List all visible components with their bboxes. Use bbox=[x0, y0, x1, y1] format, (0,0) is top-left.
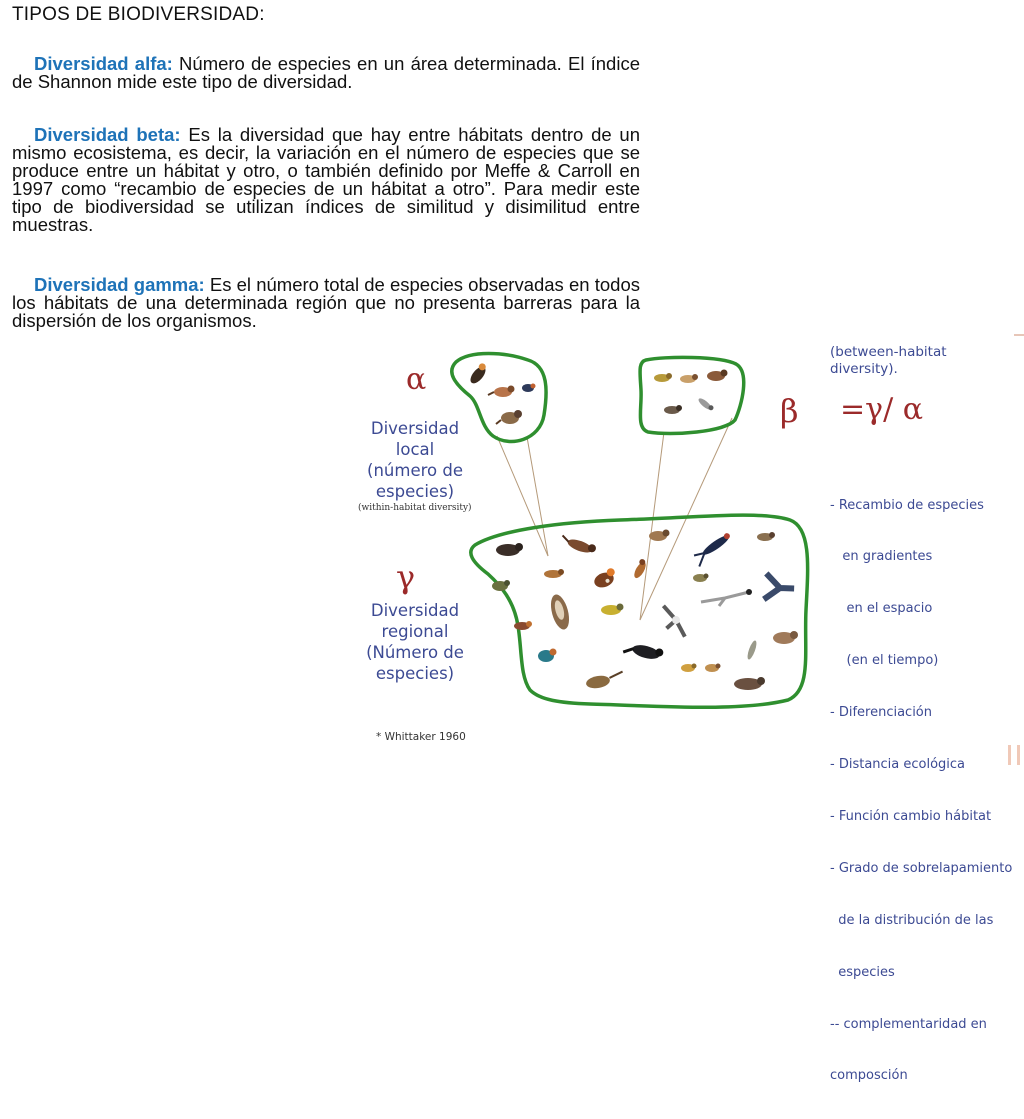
gamma-regional-label bbox=[356, 600, 474, 684]
bird-icon bbox=[693, 574, 709, 583]
bird-icon bbox=[762, 573, 796, 604]
term-beta: Diversidad beta: bbox=[34, 124, 181, 145]
bird-icon bbox=[538, 649, 557, 663]
bird-icon bbox=[544, 569, 564, 578]
list-item: en gradientes bbox=[830, 549, 933, 565]
bird-icon bbox=[496, 410, 522, 424]
list-item: de la distribución de las bbox=[830, 912, 994, 928]
bird-icon bbox=[592, 567, 619, 590]
bird-icon bbox=[734, 677, 765, 690]
list-item: - Grado de sobrelapamiento bbox=[830, 860, 1013, 876]
term-alpha: Diversidad alfa: bbox=[34, 53, 173, 74]
whittaker-citation: * Whittaker 1960 bbox=[376, 731, 466, 743]
beta-equation: =γ/ α bbox=[840, 392, 923, 427]
bird-icon bbox=[654, 373, 672, 382]
list-item: - Recambio de especies bbox=[830, 497, 984, 513]
list-item: - Diferenciación bbox=[830, 705, 932, 721]
list-item: - Función cambio hábitat bbox=[830, 808, 992, 824]
bird-icon bbox=[681, 664, 697, 673]
bird-icon bbox=[488, 386, 515, 398]
bird-icon bbox=[701, 589, 752, 606]
beta-characteristics-list bbox=[830, 462, 1020, 1119]
bird-icon bbox=[585, 672, 625, 690]
bird-icon bbox=[705, 664, 721, 673]
bird-icon bbox=[601, 604, 624, 616]
bird-icon bbox=[707, 370, 728, 382]
alpha-label-line: (número de bbox=[367, 461, 463, 480]
bird-icon bbox=[746, 640, 758, 661]
list-item: -- complementaridad en bbox=[830, 1016, 987, 1032]
bird-icon bbox=[496, 543, 523, 556]
bird-icon bbox=[664, 405, 682, 414]
list-item: (en el tiempo) bbox=[830, 653, 939, 669]
list-item: en el espacio bbox=[830, 601, 933, 617]
beta-birds bbox=[654, 370, 728, 415]
slide-edge-mark bbox=[1008, 745, 1020, 765]
alpha-label-line: local bbox=[395, 440, 435, 459]
bird-icon bbox=[680, 374, 698, 383]
alpha-definition: Número de especies en un área determinada. El índice de Shannon mide este tipo de diversidad. bbox=[12, 53, 640, 92]
bird-icon bbox=[623, 640, 664, 663]
bird-icon bbox=[559, 534, 597, 557]
alpha-symbol: α bbox=[406, 362, 427, 397]
alpha-label-line: especies) bbox=[375, 482, 455, 501]
bird-icon bbox=[654, 606, 692, 639]
bird-icon bbox=[548, 593, 573, 632]
term-gamma: Diversidad gamma: bbox=[34, 274, 205, 295]
page-title: TIPOS DE BIODIVERSIDAD: bbox=[12, 4, 265, 25]
alpha-birds bbox=[467, 362, 535, 424]
bird-icon bbox=[757, 532, 775, 541]
gamma-label-line: Diversidad bbox=[370, 601, 460, 620]
list-item: - Distancia ecológica bbox=[830, 757, 966, 773]
gamma-label-line: (Número de bbox=[366, 643, 464, 662]
within-habitat-note: (within-habitat diversity) bbox=[358, 503, 472, 513]
bird-icon bbox=[697, 396, 715, 412]
beta-definition: Es la diversidad que hay entre hábitats dentro de un mismo ecosistema, es decir, la variación en el número de especies que se produce entre un hábitat y otro, o también definido por Meffe & Carroll en 1997 como “recambio de especies de un hábitat a otro”. Para medir este tipo de biodiversidad se utilizan índices de similitud y disimilitud entre muestras. bbox=[12, 124, 641, 235]
bird-icon bbox=[773, 631, 798, 644]
gamma-symbol: γ bbox=[396, 558, 416, 596]
list-item: composción bbox=[830, 1068, 908, 1084]
gamma-label-line: especies) bbox=[375, 664, 455, 683]
list-item: especies bbox=[830, 964, 895, 980]
alpha-label-line: Diversidad bbox=[370, 419, 460, 438]
bird-icon bbox=[692, 532, 734, 566]
bird-icon bbox=[467, 362, 490, 386]
gamma-definition: Es el número total de especies observadas en todos los hábitats de una determinada región que no presenta barreras para la dispersión de los organismos. bbox=[12, 274, 640, 331]
bird-icon bbox=[522, 384, 536, 393]
beta-symbol: β bbox=[780, 392, 799, 430]
between-habitat-note: (between-habitat diversity). bbox=[830, 344, 947, 377]
bird-icon bbox=[649, 530, 670, 542]
gamma-label-line: regional bbox=[381, 622, 449, 641]
beta-habitat-outline bbox=[640, 357, 744, 433]
alpha-local-label bbox=[356, 418, 474, 502]
slide-edge-mark bbox=[1014, 334, 1024, 336]
